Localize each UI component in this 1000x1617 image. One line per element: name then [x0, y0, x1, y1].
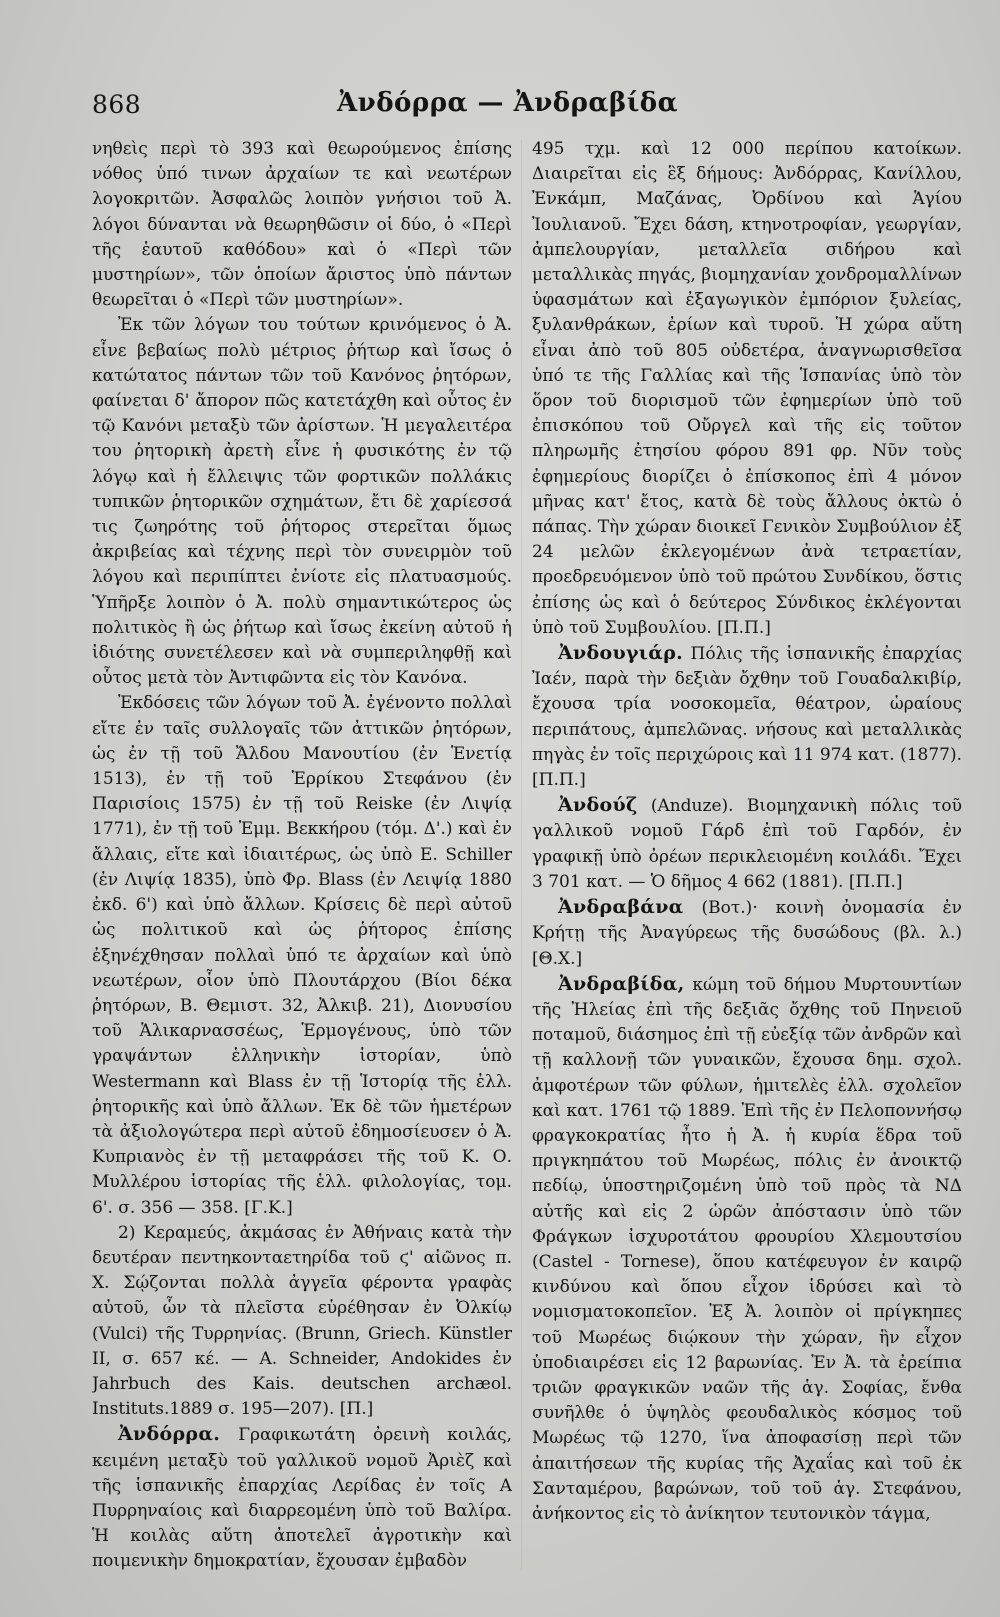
entry-headword: Ἀνδραβάνα: [558, 896, 684, 919]
paragraph: νηθεὶς περὶ τὸ 393 καὶ θεωρούμενος ἐπίσης νόθος ὑπό τινων ἀρχαίων τε καὶ νεωτέρων λογοκριτῶν. Ἀσφαλῶς λοιπὸν γνήσιοι τοῦ Ἀ. λόγοι δύνανται νὰ θεωρηθῶσιν οἱ δύο, ὁ «Περὶ τῆς ἑαυτοῦ καθόδου» καὶ ὁ «Περὶ τῶν μυστηρίων», τῶν ὁποίων ἄριστος ὑπὸ πάντων θεωρεῖται ὁ «Περὶ τῶν μυστηρίων».: [92, 139, 512, 311]
entry-text: (Anduze). Βιομηχανικὴ πόλις τοῦ γαλλικοῦ νομοῦ Γάρδ ἐπὶ τοῦ Γαρδόν, ἐν γραφικῇ ὑπὸ ὀρέων περικλειομένη κοιλάδι. Ἔχει 3 701 κατ. — Ὁ δῆμος 4 662 (1881). [Π.Π.]: [532, 796, 962, 892]
paragraph: Ἐκδόσεις τῶν λόγων τοῦ Ἀ. ἐγένοντο πολλαὶ εἴτε ἐν ταῖς συλλογαῖς τῶν ἀττικῶν ῥητόρων, ὡς ἐν τῇ τοῦ Ἄλδου Μανουτίου (ἐν Ἑνετίᾳ 1513), ἐν τῇ τοῦ Ἑρρίκου Στεφάνου (ἐν Παρισίοις 1575) ἐν τῇ τοῦ Reiske (ἐν Λιψίᾳ 1771), ἐν τῇ τοῦ Ἐμμ. Βεκκήρου (τόμ. Δ'.) καὶ ἐν ἄλλαις, εἴτε καὶ ἰδιαιτέρως, ὡς ὑπὸ E. Schiller (ἐν Λιψίᾳ 1835), ὑπὸ Φρ. Blass (ἐν Λειψίᾳ 1880 ἐκδ. 6') καὶ ὑπὸ ἄλλων. Κρίσεις δὲ περὶ αὐτοῦ ὡς πολιτικοῦ καὶ ὡς ῥήτορος ἐπίσης ἐξηνέχθησαν πολλαὶ ὑπό τε ἀρχαίων καὶ ὑπὸ νεωτέρων, οἷον ὑπὸ Πλουτάρχου (Βίοι δέκα ῥητόρων, Β. Θεμιστ. 32, Ἀλκιβ. 21), Διονυσίου τοῦ Ἁλικαρνασσέως, Ἑρμογένους, ὑπὸ τῶν γραψάντων ἑλληνικὴν ἱστορίαν, ὑπὸ Westermann καὶ Blass ἐν τῇ Ἱστορίᾳ τῆς ἑλλ. ῥητορικῆς καὶ ὑπὸ ἄλλων. Ἐκ δὲ τῶν ἡμετέρων τὰ ἀξιολογώτερα περὶ αὐτοῦ ἐδημοσίευσεν ὁ Ἀ. Κυπριανὸς ἐν τῇ μεταφράσει τῆς τοῦ Κ. Ο. Μυλλέρου ἱστορίας τῆς ἑλλ. φιλολογίας, τομ. 6'. σ. 356 — 358. [Γ.Κ.]: [92, 693, 512, 1218]
dictionary-entry: [532, 793, 962, 895]
dictionary-entry: [532, 895, 962, 972]
entry-text: Γραφικωτάτη ὀρεινὴ κοιλάς, κειμένη μεταξὺ τοῦ γαλλικοῦ νομοῦ Ἀριὲζ καὶ τῆς ἱσπανικῆς ἐπαρχίας Λερίδας ἐν τοῖς Α Πυρρηναίοις καὶ διαρρεομένη ὑπὸ τοῦ Βαλίρα. Ἡ κοιλὰς αὕτη ἀποτελεῖ ἀγροτικὴν καὶ ποιμενικὴν δημοκρατίαν, ἔχουσαν ἐμβαδὸν: [92, 1425, 512, 1572]
running-head: Ἀνδόρρα — Ἀνδραβίδα: [337, 88, 679, 118]
paragraph: 495 τχμ. καὶ 12 000 περίπου κατοίκων. Διαιρεῖται εἰς ἓξ δήμους: Ἀνδόρρας, Κανίλλου, Ἐνκάμπ, Μαζάνας, Ὀρδίνου καὶ Ἁγίου Ἰουλιανοῦ. Ἔχει δάση, κτηνοτροφίαν, γεωργίαν, ἀμπελουργίαν, μεταλλεῖα σιδήρου καὶ μεταλλικὰς πηγάς, βιομηχανίαν χονδρομαλλίνων ὑφασμάτων καὶ ἐξαγωγικὸν ἐμπόριον ξυλείας, ξυλανθράκων, ἐρίων καὶ τυροῦ. Ἡ χώρα αὕτη εἶναι ἀπὸ τοῦ 805 οὐδετέρα, ἀναγνωρισθεῖσα ὑπό τε τῆς Γαλλίας καὶ τῆς Ἱσπανίας ὑπὸ τὸν ὅρον τοῦ διορισμοῦ τῶν ἐφημερίων ὑπὸ τοῦ ἐπισκόπου τοῦ Οὔργελ καὶ τῆς εἰς τοῦτον πληρωμῆς ἐτησίου φόρου 891 φρ. Νῦν τοὺς ἐφημερίους διορίζει ὁ ἐπίσκοπος ἐπὶ 4 μόνον μῆνας κατ' ἔτος, κατὰ δὲ τοὺς ἄλλους ὀκτὼ ὁ πάπας. Τὴν χώραν διοικεῖ Γενικὸν Συμβούλιον ἐξ 24 μελῶν ἐκλεγομένων ἀνὰ τετραετίαν, προεδρευόμενον ὑπὸ τοῦ πρώτου Συνδίκου, ὅστις ἐπίσης ὡς καὶ ὁ δεύτερος Σύνδικος ἐκλέγονται ὑπὸ τοῦ Συμβουλίου. [Π.Π.]: [532, 139, 962, 638]
entry-text: κώμη τοῦ δήμου Μυρτουντίων τῆς Ἠλείας ἐπὶ τῆς δεξιᾶς ὄχθης τοῦ Πηνειοῦ ποταμοῦ, διάσημος ἐπὶ τῇ εὐεξίᾳ τῶν ἀνδρῶν καὶ τῇ καλλονῇ τῶν γυναικῶν, ἔχουσα δημ. σχολ. ἀμφοτέρων τῶν φύλων, ἡμιτελὲς ἑλλ. σχολεῖον καὶ κατ. 1761 τῷ 1889. Ἐπὶ τῆς ἐν Πελοποννήσῳ φραγκοκρατίας ἦτο ἡ Ἀ. ἡ κυρία ἕδρα τοῦ πριγκηπάτου τοῦ Μωρέως, πόλις ἐν ἀνοικτῷ πεδίῳ, ὑποστηριζομένη ὑπὸ τοῦ πρὸς τὰ ΝΔ αὐτῆς καὶ εἰς 2 ὡρῶν ἀπόστασιν ὑπὸ τῶν Φράγκων ἰσχυροτάτου φρουρίου Χλεμουτσίου (Castel - Tornese), ὅπου κατέφευγον ἐν καιρῷ κινδύνου καὶ ὅπου εἶχον ἱδρύσει καὶ τὸ νομισματοκοπεῖον. Ἐξ Ἀ. λοιπὸν οἱ πρίγκηπες τοῦ Μωρέως διῴκουν τὴν χώραν, ἣν εἶχον ὑποδιαιρέσει εἰς 12 βαρωνίας. Ἐν Ἀ. τὰ ἐρείπια τριῶν φραγκικῶν ναῶν τῆς ἁγ. Σοφίας, ἔνθα συνῆλθε ὁ ὑψηλὸς φεουδαλικὸς κόσμος τοῦ Μωρέως τῷ 1270, ἵνα ἀποφασίσῃ περὶ τῶν ἀπαιτήσεων τῆς κυρίας τῆς Ἀχαΐας καὶ τοῦ ἐκ Σανταμέρου, βαρώνων, τοῦ τοῦ ἁγ. Στεφάνου, ἀνήκοντος εἰς τὸ ἀνίκητον τευτονικὸν τάγμα,: [532, 974, 962, 1524]
dictionary-entry: [532, 972, 962, 1527]
column-divider: [521, 140, 522, 1570]
entry-text: Πόλις τῆς ἱσπανικῆς ἐπαρχίας Ἰαέν, παρὰ τὴν δεξιὰν ὄχθην τοῦ Γουαδαλκιβίρ, ἔχουσα τρία νοσοκομεῖα, θέατρον, ὡραίους περιπάτους, ἀμπελῶνας. νήσους καὶ μεταλλικὰς πηγὰς ἐν τοῖς περιχώροις καὶ 11 974 κατ. (1877). [Π.Π.]: [532, 644, 962, 791]
entry-headword: Ἀνδουγιάρ.: [558, 642, 684, 665]
page-number: 868: [92, 90, 142, 119]
entry-headword: Ἀνδόρρα.: [118, 1423, 221, 1446]
left-column: [92, 137, 512, 1577]
dictionary-entry: [532, 641, 962, 793]
paragraph: Ἐκ τῶν λόγων του τούτων κρινόμενος ὁ Ἀ. εἶνε βεβαίως πολὺ μέτριος ῥήτωρ καὶ ἴσως ὁ κατώτατος πάντων τῶν τοῦ Κανόνος ῥητόρων, φαίνεται δ' ἄπορον πῶς κατετάχθη καὶ οὗτος ἐν τῷ Κανόνι μεταξὺ τῶν ἀρίστων. Ἡ μεγαλειτέρα του ῥητορικὴ ἀρετὴ εἶνε ἡ φυσικότης ἐν τῷ λόγῳ καὶ ἡ ἔλλειψις τῶν φορτικῶν πολλάκις τυπικῶν ῥητορικῶν σχημάτων, ἔτι δὲ χαρίεσσά τις ζωηρότης τοῦ ῥήτορος στερεῖται ὅμως ἀκριβείας καὶ τέχνης περὶ τὸν συνειρμὸν τοῦ λόγου καὶ περιπίπτει ἐνίοτε εἰς πλατυασμούς. Ὑπῆρξε λοιπὸν ὁ Ἀ. πολὺ σημαντικώτερος ὡς πολιτικὸς ἢ ὡς ῥήτωρ καὶ ἴσως ἐκείνη αὐτοῦ ἡ ἰδιότης συνετέλεσεν καὶ νὰ συμπεριληφθῇ καὶ οὗτος μετὰ τὸν Ἀντιφῶντα εἰς τὸν Κανόνα.: [92, 315, 512, 689]
dictionary-entry: [92, 1422, 512, 1574]
right-column: [532, 137, 962, 1577]
entry-text: (Βοτ.)· κοινὴ ὀνομασία ἐν Κρήτῃ τῆς Ἀναγύρεως τῆς δυσώδους (βλ. λ.) [Θ.Χ.]: [532, 898, 962, 969]
entry-headword: Ἀνδούζ: [558, 794, 638, 817]
paragraph: 2) Κεραμεύς, ἀκμάσας ἐν Ἀθήναις κατὰ τὴν δευτέραν πεντηκονταετηρίδα τοῦ ϛ' αἰῶνος π. Χ. Σῴζονται πολλὰ ἀγγεῖα φέροντα γραφὰς αὐτοῦ, ὧν τὰ πλεῖστα εὑρέθησαν ἐν Ὀλκίῳ (Vulci) τῆς Τυρρηνίας. (Brunn, Griech. Künstler II, σ. 657 κέ. — A. Schneider, Andokides ἐν Jahrbuch des Kais. deutschen archæol. Instituts.1889 σ. 195—207). [Π.]: [92, 1222, 512, 1420]
entry-headword: Ἀνδραβίδα,: [558, 972, 685, 995]
page-header: [92, 84, 962, 124]
